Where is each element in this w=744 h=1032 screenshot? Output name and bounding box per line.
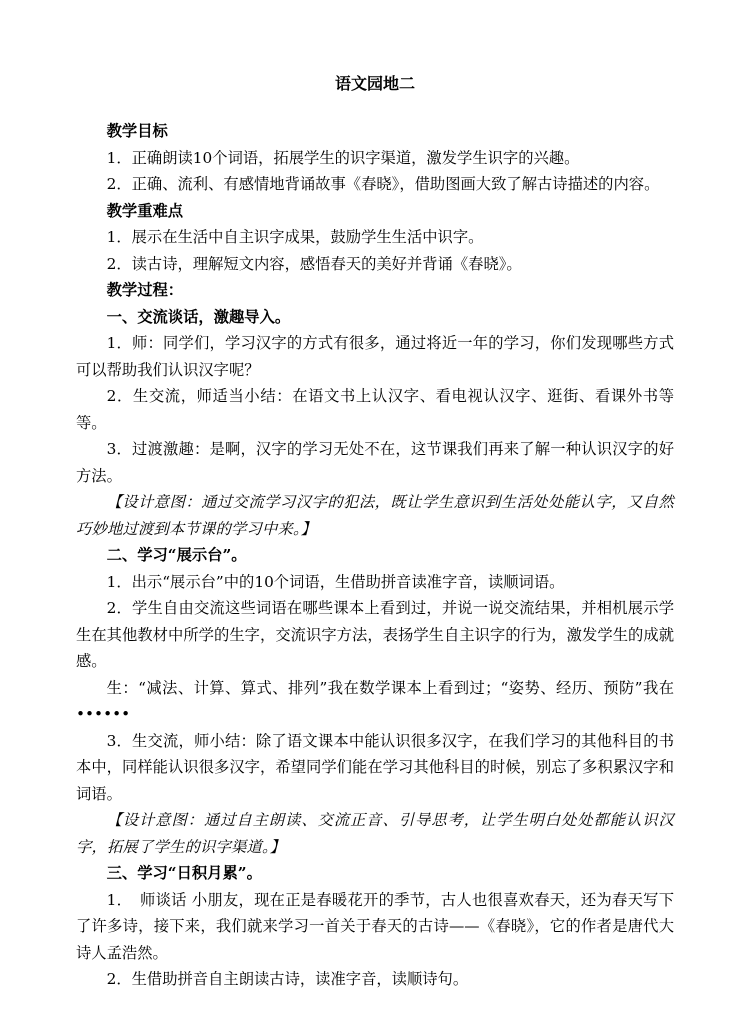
paragraph: 1．出示“展示台”中的10个词语，生借助拼音读准字音，读顺词语。: [106, 572, 565, 591]
paragraph: 1．师：同学们，学习汉字的方式有很多，通过将近一年的学习，你们发现哪些方式可以帮助我们认识汉字呢？: [76, 334, 674, 379]
paragraph: 2．生交流，师适当小结：在语文书上认汉字、看电视认汉字、逛街、看课外书等等。: [76, 387, 674, 432]
section-heading-part-2: 二、学习“展示台”。: [106, 546, 247, 564]
paragraph: 2．学生自由交流这些词语在哪些课本上看到过，并说一说交流结果，并相机展示学生在其他教材中所学的生字，交流识字方法，表扬学生自主识字的行为，激发学生的成就感。: [76, 599, 674, 670]
paragraph: 1． 师谈话 小朋友，现在正是春暖花开的季节，古人也很喜欢春天，还为春天写下了许多诗，接下来，我们就来学习一首关于春天的古诗——《春晓》，它的作者是唐代大诗人孟浩然。: [76, 890, 674, 962]
paragraph: 生：“减法、计算、算式、排列”我在数学课本上看到过；“姿势、经历、预防”我在••••••: [76, 678, 674, 723]
paragraph: 1．正确朗读10个词语，拓展学生的识字渠道，激发学生识字的兴趣。: [106, 148, 580, 167]
paragraph: 2．生借助拼音自主朗读古诗，读准字音，读顺诗句。: [106, 970, 469, 988]
section-heading-objectives: 教学目标: [106, 122, 168, 140]
section-heading-part-1: 一、交流谈话，激趣导入。: [106, 307, 291, 326]
paragraph: 3．生交流，师小结：除了语文课本中能认识很多汉字，在我们学习的其他科目的书本中，同样能认识很多汉字，希望同学们能在学习其他科目的时候，别忘了多积累汉字和词语。: [76, 731, 674, 803]
paragraph: 1．展示在生活中自主识字成果，鼓励学生生活中识字。: [106, 228, 484, 246]
design-intent-note: 【设计意图：通过交流学习汉字的犯法，既让学生意识到生活处处能认字，又自然巧妙地过渡到本节课的学习中来。】: [76, 493, 674, 538]
design-intent-note: 【设计意图：通过自主朗读、交流正音、引导思考，让学生明白处处都能认识汉字，拓展了学生的识字渠道。】: [76, 811, 674, 856]
paragraph: 2．读古诗，理解短文内容，感悟春天的美好并背诵《春晓》。: [106, 254, 522, 273]
paragraph: 3．过渡激趣：是啊，汉字的学习无处不在，这节课我们再来了解一种认识汉字的好方法。: [76, 440, 674, 485]
section-heading-key-points: 教学重难点: [106, 201, 184, 220]
section-heading-process: 教学过程：: [106, 281, 184, 299]
document-title: 语文园地二: [334, 74, 415, 93]
section-heading-part-3: 三、学习“日积月累”。: [106, 864, 262, 882]
paragraph: 2．正确、流利、有感情地背诵故事《春晓》，借助图画大致了解古诗描述的内容。: [106, 175, 660, 193]
